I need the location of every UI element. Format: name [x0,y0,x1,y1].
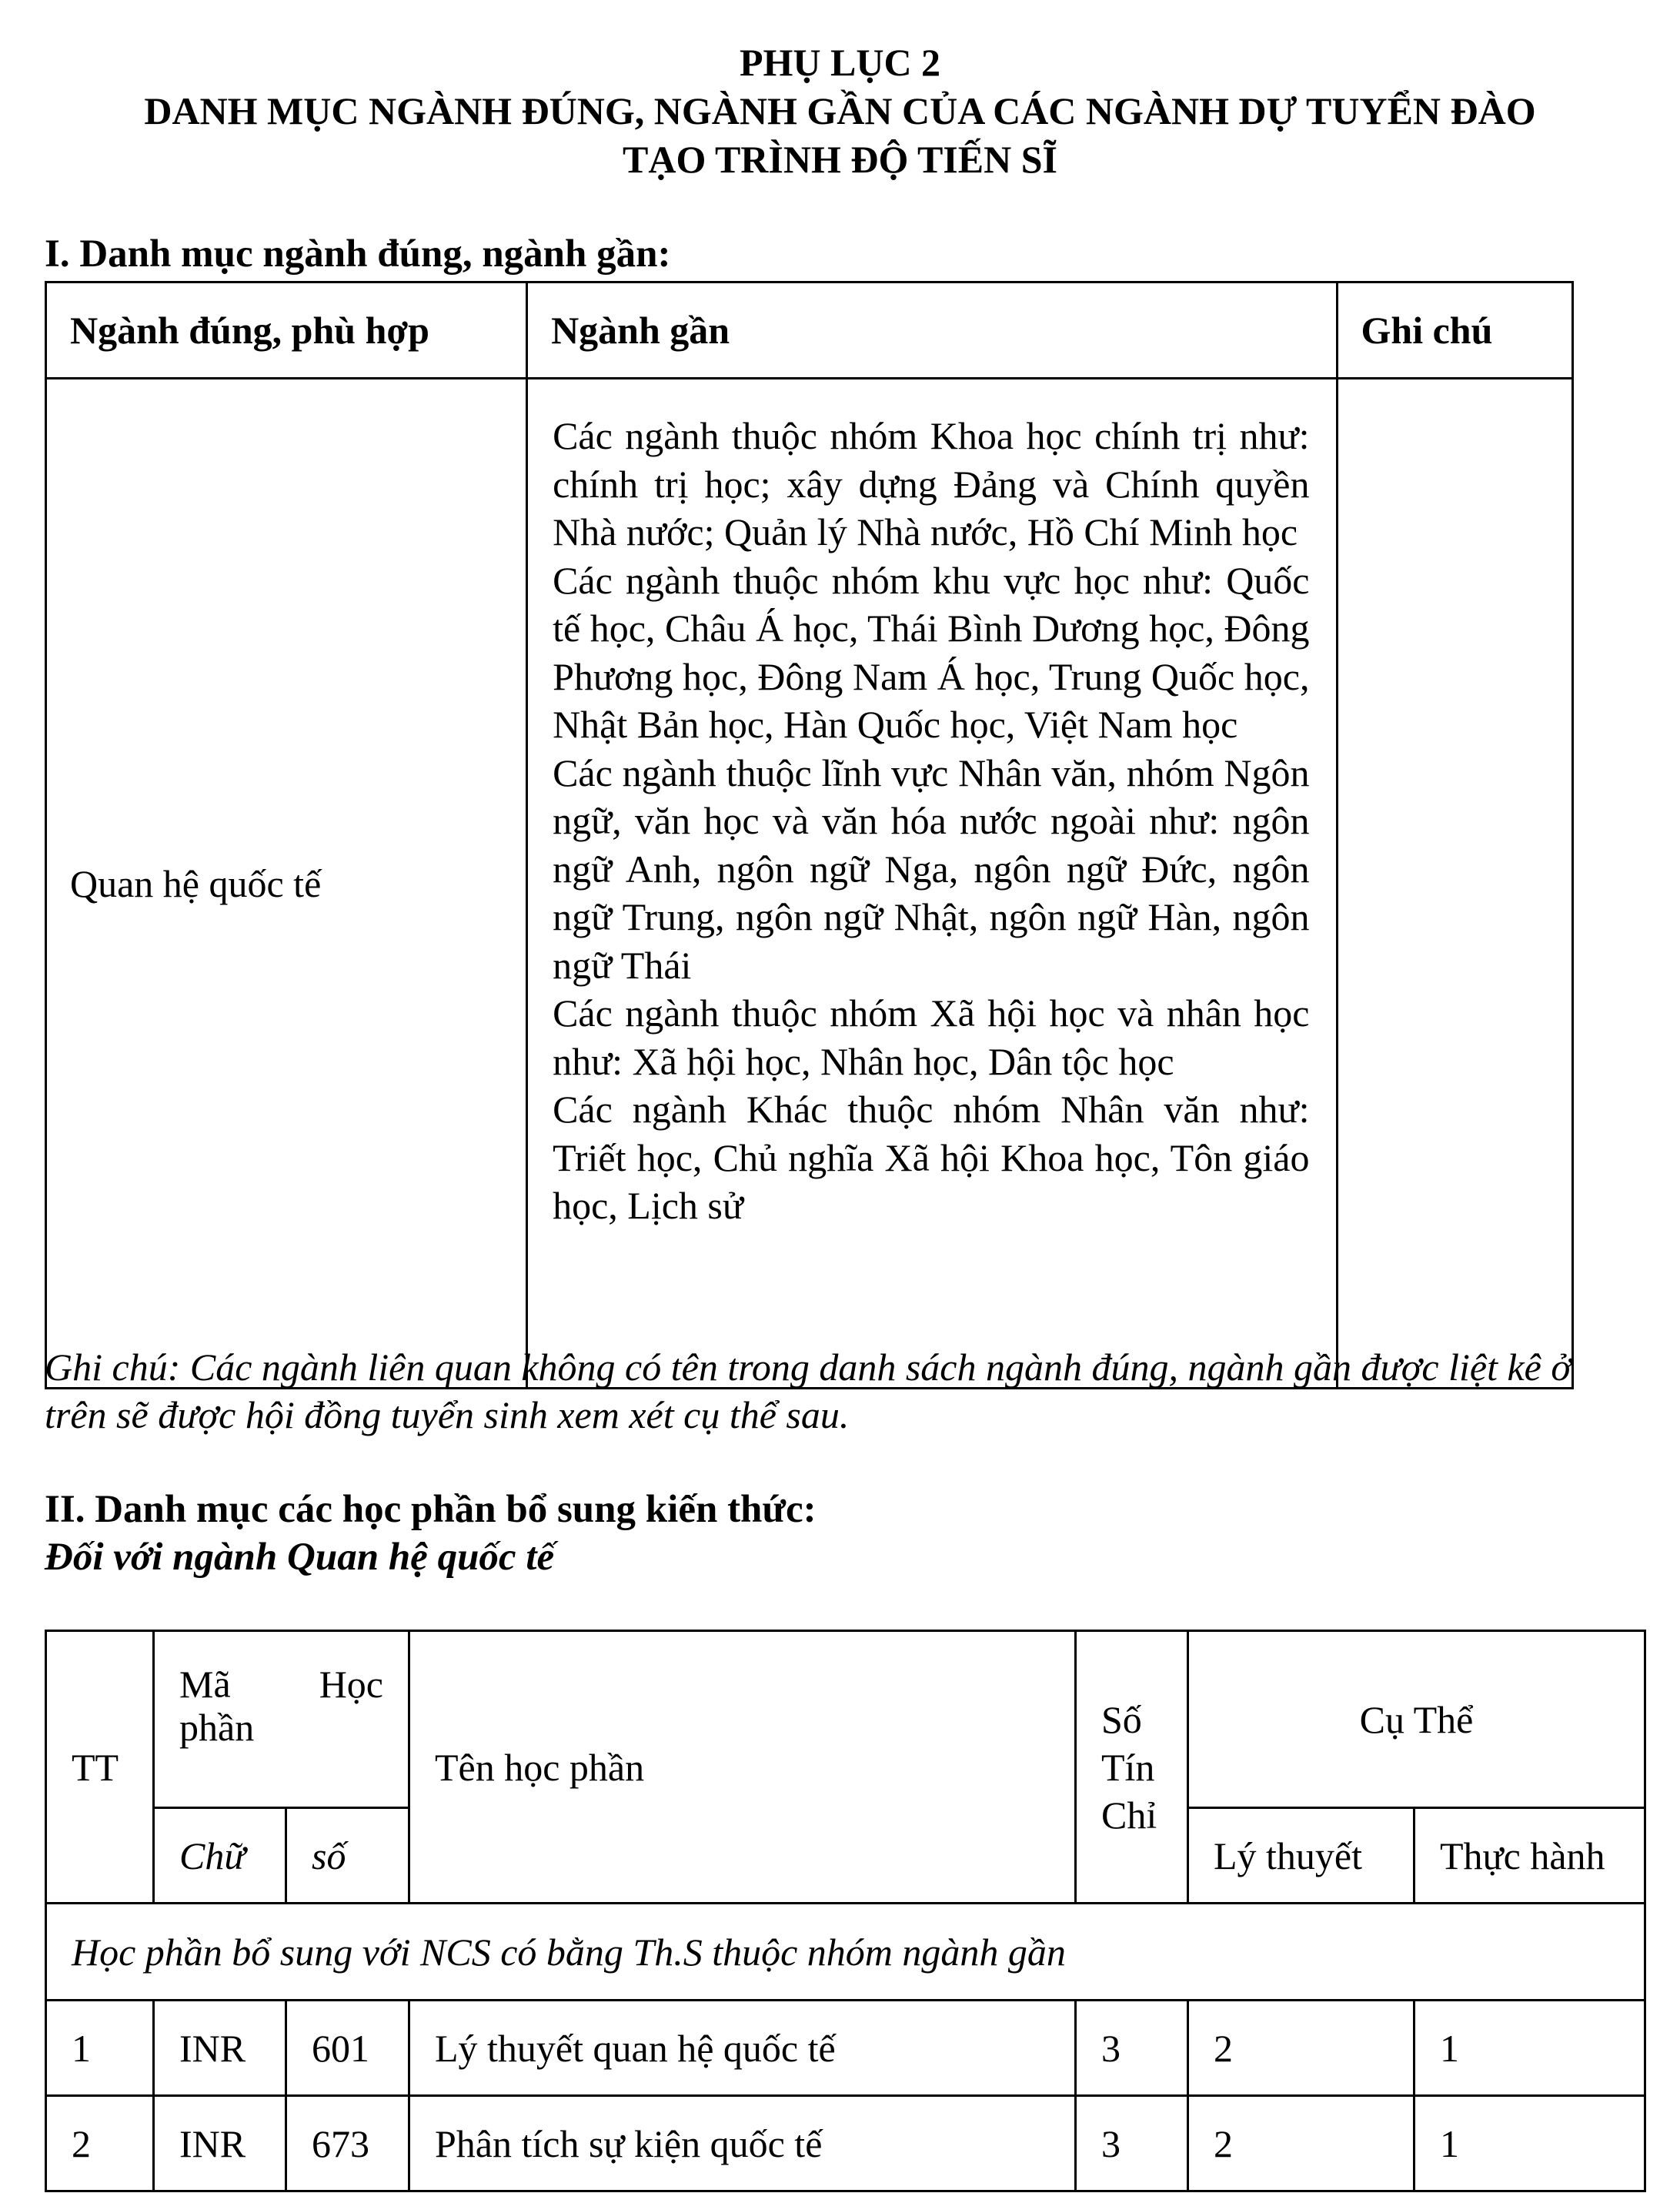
row-course-name: Lý thuyết quan hệ quốc tế [409,2001,1076,2096]
row-code-letters: INR [154,2001,286,2096]
header-note: Ghi chú [1337,282,1573,379]
footnote: Ghi chú: Các ngành liên quan không có tên trong danh sách ngành đúng, ngành gần được liệt kê ở trên sẽ được hội đồng tuyển sinh xem xét cụ thể sau. [45,1346,1572,1436]
note-cell [1337,379,1573,1389]
header-credits-line-3: Chỉ [1101,1793,1157,1837]
majors-table [45,281,1574,1389]
related-major-group: Các ngành thuộc nhóm khu vực học như: Quốc tế học, Châu Á học, Thái Bình Dương học, Đông Phương học, Đông Nam Á học, Trung Quốc học, Nhật Bản học, Hàn Quốc học, Việt Nam học [553,558,1310,746]
appendix-title: PHỤ LỤC 2 [739,41,941,84]
document-header [0,38,1680,184]
header-course-name: Tên học phần [409,1631,1076,1904]
header-ma-word: Mã [179,1663,231,1706]
related-majors-cell [527,379,1337,1389]
row-tt: 1 [46,2001,154,2096]
header-credits-line-2: Tín [1101,1745,1155,1789]
course-group-label: Học phần bổ sung với NCS có bằng Th.S thuộc nhóm ngành gần [46,1904,1645,2001]
row-course-name: Phân tích sự kiện quốc tế [409,2096,1076,2191]
header-theory: Lý thuyết [1188,1808,1414,1904]
table-row [46,2001,1645,2096]
section-2-title: II. Danh mục các học phần bổ sung kiến thức: [45,1488,817,1531]
row-credits: 3 [1076,2096,1188,2191]
document-title-line-2: TẠO TRÌNH ĐỘ TIẾN SĨ [623,138,1057,181]
table-row [46,2096,1645,2191]
row-code-number: 673 [286,2096,409,2191]
header-letters: Chữ [154,1808,286,1904]
row-code-number: 601 [286,2001,409,2096]
header-tt: TT [46,1631,154,1904]
header-hoc-word: Học [319,1663,383,1706]
correct-major-cell: Quan hệ quốc tế [46,379,527,1389]
header-course-code [154,1631,409,1808]
row-theory: 2 [1188,2001,1414,2096]
related-major-group: Các ngành Khác thuộc nhóm Nhân văn như: Triết học, Chủ nghĩa Xã hội Khoa học, Tôn giáo học, Lịch sử [553,1088,1310,1227]
section-2-subtitle: Đối với ngành Quan hệ quốc tế [45,1536,555,1579]
table-row [46,379,1573,1389]
courses-header-row-1 [46,1631,1645,1808]
header-number: số [286,1808,409,1904]
row-code-letters: INR [154,2096,286,2191]
courses-table [45,1630,1646,2192]
section-1-title: I. Danh mục ngành đúng, ngành gần: [45,232,671,276]
header-credits [1076,1631,1188,1904]
row-theory: 2 [1188,2096,1414,2191]
related-major-group: Các ngành thuộc nhóm Xã hội học và nhân học như: Xã hội học, Nhân học, Dân tộc học [553,991,1310,1083]
header-practice: Thực hành [1414,1808,1645,1904]
header-correct-major: Ngành đúng, phù hợp [46,282,527,379]
majors-table-header [46,282,1573,379]
header-phan-word: phần [179,1706,255,1749]
course-group-row [46,1904,1645,2001]
related-major-group: Các ngành thuộc nhóm Khoa học chính trị như: chính trị học; xây dựng Đảng và Chính quyền Nhà nước; Quản lý Nhà nước, Hồ Chí Minh học [553,414,1310,553]
row-practice: 1 [1414,2001,1645,2096]
header-details: Cụ Thể [1188,1631,1645,1808]
row-practice: 1 [1414,2096,1645,2191]
row-tt: 2 [46,2096,154,2191]
header-credits-line-1: Số [1101,1697,1142,1741]
row-credits: 3 [1076,2001,1188,2096]
header-related-major: Ngành gần [527,282,1337,379]
document-title-line-1: DANH MỤC NGÀNH ĐÚNG, NGÀNH GẦN CỦA CÁC NGÀNH DỰ TUYỂN ĐÀO [144,89,1536,132]
related-major-group: Các ngành thuộc lĩnh vực Nhân văn, nhóm Ngôn ngữ, văn học và văn hóa nước ngoài như: ngôn ngữ Anh, ngôn ngữ Nga, ngôn ngữ Đức, ngôn ngữ Trung, ngôn ngữ Nhật, ngôn ngữ Hàn, ngôn ngữ Thái [553,750,1310,987]
